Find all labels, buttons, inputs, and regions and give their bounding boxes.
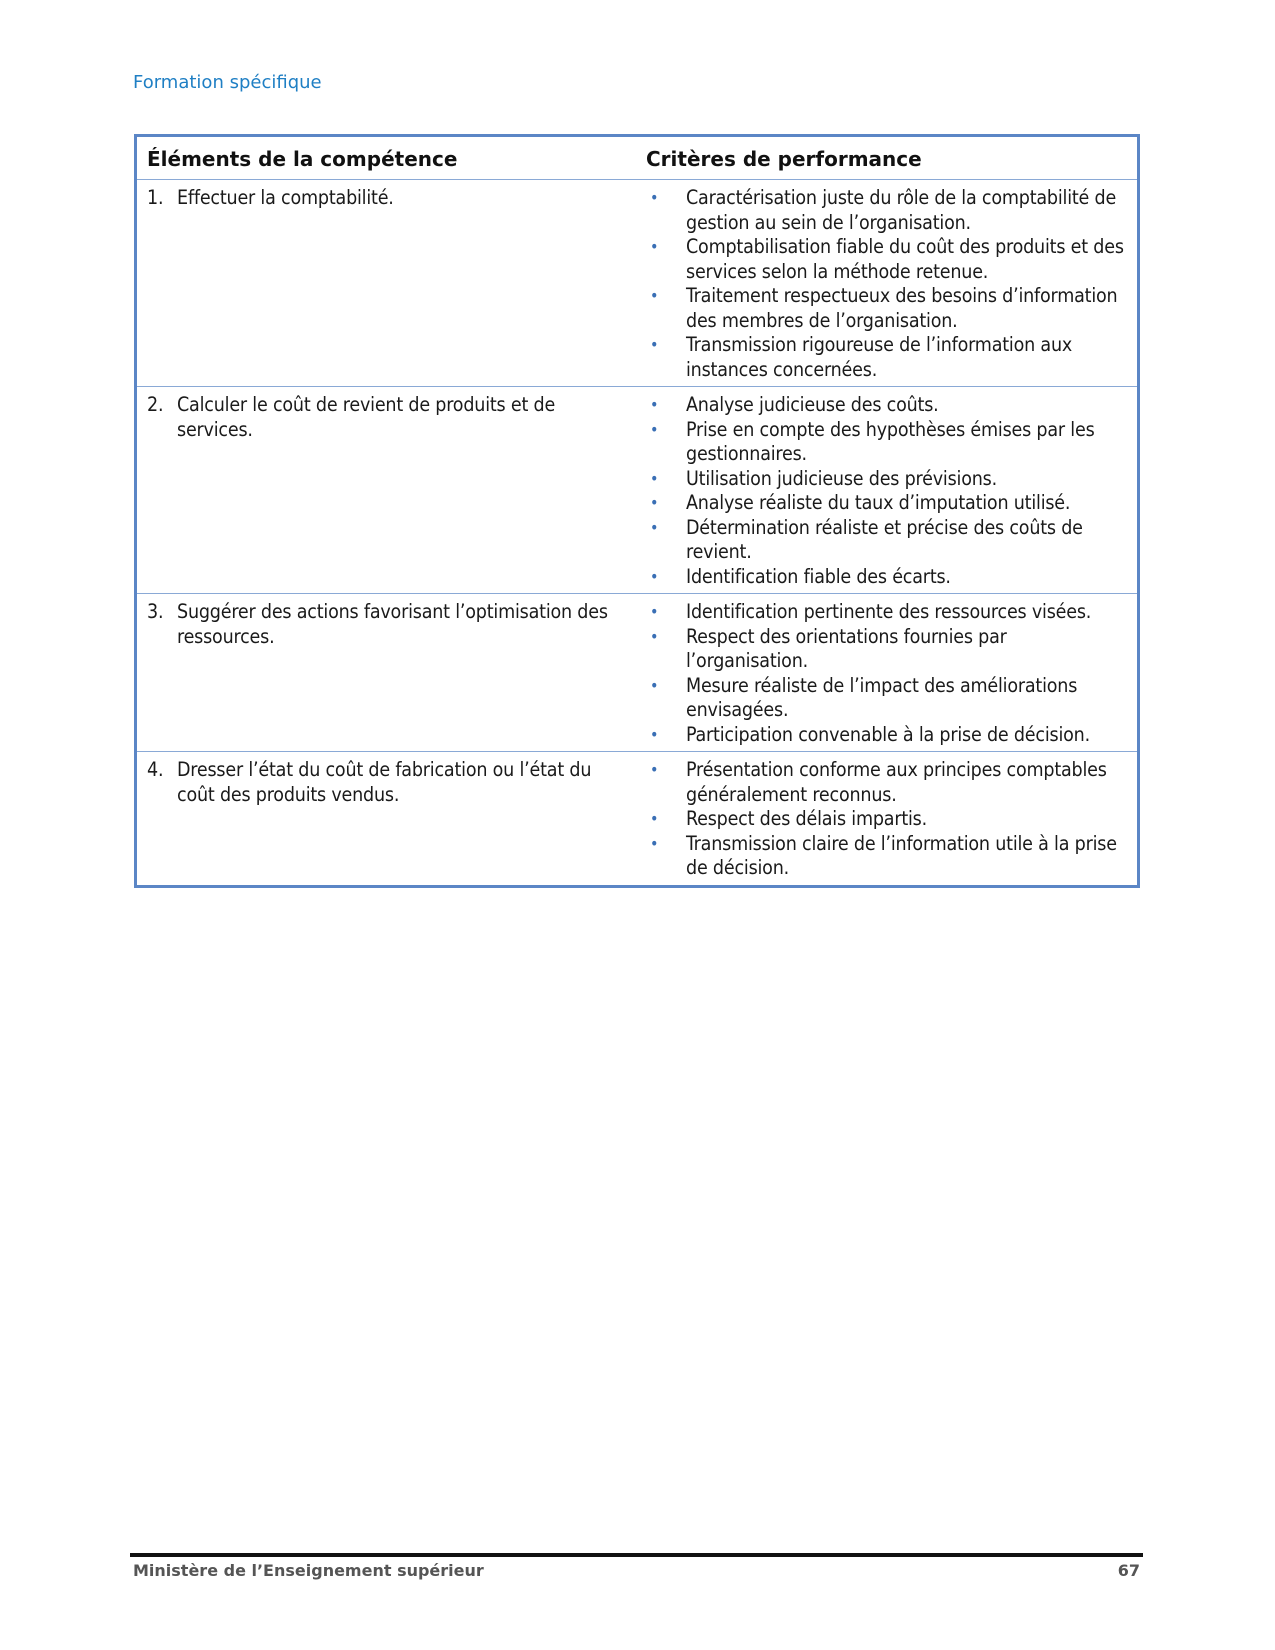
criteria-text: Transmission claire de l’information utile à la prise de décision. <box>686 831 1117 879</box>
table-row <box>137 752 1137 885</box>
criteria-text: Analyse judicieuse des coûts. <box>686 393 939 416</box>
criteria-text: Participation convenable à la prise de décision. <box>686 722 1090 746</box>
element-cell <box>137 387 634 594</box>
bullet-icon: • <box>650 237 659 256</box>
criteria-text: Respect des orientations fournies par l’organisation. <box>686 624 1007 672</box>
bullet-icon: • <box>650 395 659 414</box>
criteria-cell <box>634 594 1137 752</box>
criteria-item <box>644 758 1127 807</box>
bullet-icon: • <box>650 675 659 695</box>
criteria-item <box>644 333 1127 382</box>
criteria-list <box>644 393 1127 589</box>
criteria-item <box>644 284 1127 333</box>
criteria-text: Prise en compte des hypothèses émises par les gestionnaires. <box>686 417 1095 465</box>
criteria-item <box>644 625 1127 674</box>
element-item <box>147 600 624 649</box>
criteria-text: Identification fiable des écarts. <box>686 564 951 588</box>
criteria-cell <box>634 752 1137 885</box>
bullet-icon: • <box>650 517 659 537</box>
competence-table <box>134 134 1140 888</box>
criteria-item <box>644 832 1127 881</box>
bullet-icon: • <box>650 566 659 586</box>
page-header-title: Formation spécifique <box>133 72 322 93</box>
criteria-item <box>644 418 1127 467</box>
bullet-icon: • <box>650 188 659 207</box>
element-text: Dresser l’état du coût de fabrication ou l’état du coût des produits vendus. <box>177 758 592 806</box>
table-row <box>137 594 1137 752</box>
bullet-icon: • <box>650 760 659 779</box>
bullet-icon: • <box>650 724 659 744</box>
table-row <box>137 180 1137 387</box>
table-row <box>137 387 1137 594</box>
element-text: Suggérer des actions favorisant l’optimisation des ressources. <box>177 600 608 648</box>
criteria-text: Traitement respectueux des besoins d’information des membres de l’organisation. <box>686 284 1118 332</box>
criteria-item <box>644 516 1127 565</box>
criteria-item <box>644 393 1127 418</box>
footer-ministry: Ministère de l’Enseignement supérieur <box>133 1561 484 1580</box>
criteria-text: Identification pertinente des ressources visées. <box>686 600 1092 623</box>
bullet-icon: • <box>650 809 659 828</box>
criteria-text: Transmission rigoureuse de l’information aux instances concernées. <box>686 333 1073 381</box>
element-number: 3. <box>147 600 164 623</box>
element-number: 2. <box>147 393 164 416</box>
column-header-criteria: Critères de performance <box>634 137 1137 180</box>
element-text: Calculer le coût de revient de produits et de services. <box>177 393 556 441</box>
element-number: 1. <box>147 186 164 209</box>
criteria-text: Présentation conforme aux principes comptables généralement reconnus. <box>686 758 1107 806</box>
criteria-list <box>644 186 1127 382</box>
criteria-item <box>644 235 1127 284</box>
element-text: Effectuer la comptabilité. <box>177 186 394 209</box>
criteria-text: Utilisation judicieuse des prévisions. <box>686 466 997 490</box>
bullet-icon: • <box>650 626 659 646</box>
criteria-cell <box>634 180 1137 387</box>
criteria-item <box>644 565 1127 590</box>
criteria-item <box>644 600 1127 625</box>
element-cell <box>137 180 634 387</box>
criteria-list <box>644 600 1127 747</box>
element-cell <box>137 594 634 752</box>
element-number: 4. <box>147 758 164 781</box>
bullet-icon: • <box>650 833 659 853</box>
element-item <box>147 186 624 211</box>
criteria-item <box>644 491 1127 516</box>
criteria-item <box>644 467 1127 492</box>
criteria-item <box>644 807 1127 832</box>
criteria-text: Analyse réaliste du taux d’imputation utilisé. <box>686 491 1071 514</box>
element-cell <box>137 752 634 885</box>
criteria-text: Caractérisation juste du rôle de la comptabilité de gestion au sein de l’organisation. <box>686 186 1117 234</box>
criteria-text: Détermination réaliste et précise des coûts de revient. <box>686 515 1083 563</box>
footer-divider <box>130 1553 1143 1557</box>
bullet-icon: • <box>650 602 659 621</box>
bullet-icon: • <box>650 286 659 305</box>
element-item <box>147 393 624 442</box>
bullet-icon: • <box>650 419 659 439</box>
element-item <box>147 758 624 807</box>
criteria-item <box>644 674 1127 723</box>
bullet-icon: • <box>650 335 659 354</box>
bullet-icon: • <box>650 468 659 488</box>
column-header-elements: Éléments de la compétence <box>137 137 634 180</box>
criteria-text: Comptabilisation fiable du coût des produits et des services selon la méthode retenue. <box>686 235 1124 283</box>
criteria-cell <box>634 387 1137 594</box>
criteria-text: Mesure réaliste de l’impact des améliorations envisagées. <box>686 673 1078 721</box>
criteria-item <box>644 723 1127 748</box>
bullet-icon: • <box>650 493 659 512</box>
criteria-list <box>644 758 1127 881</box>
criteria-item <box>644 186 1127 235</box>
table-body <box>137 180 1137 885</box>
page-number: 67 <box>1117 1561 1140 1580</box>
criteria-text: Respect des délais impartis. <box>686 807 927 830</box>
table-header-row <box>137 137 1137 180</box>
